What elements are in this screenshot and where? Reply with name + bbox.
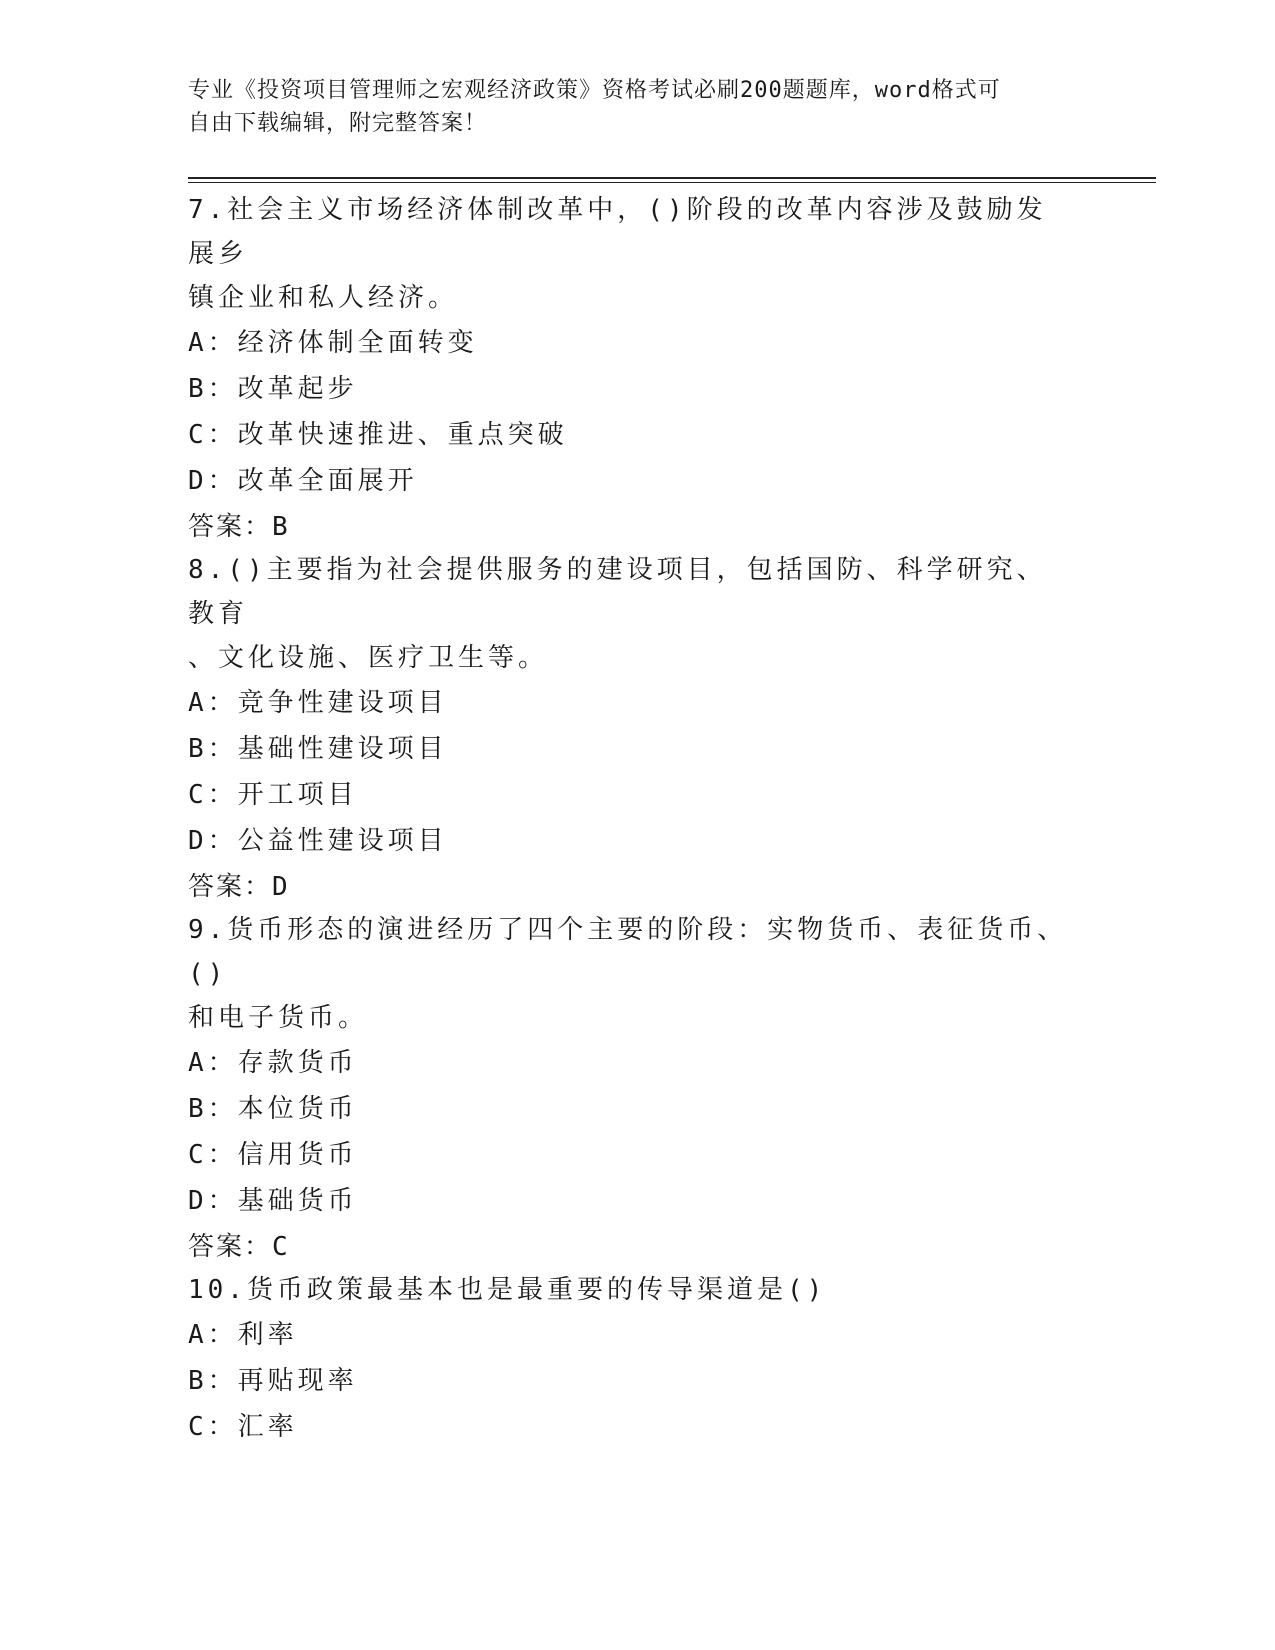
question-stem-line: 和电子货币。 bbox=[188, 1003, 369, 1033]
option-d: D：基础货币 bbox=[188, 1186, 358, 1216]
question-stem-line: 镇企业和私人经济。 bbox=[188, 283, 459, 313]
option-b: B：再贴现率 bbox=[188, 1366, 358, 1396]
option-a: A：经济体制全面转变 bbox=[188, 328, 478, 358]
option-c: C：汇率 bbox=[188, 1412, 298, 1442]
option-d: D：公益性建设项目 bbox=[188, 826, 448, 856]
option-c: C：信用货币 bbox=[188, 1140, 358, 1170]
question-stem-line: 8.()主要指为社会提供服务的建设项目，包括国防、科学研究、教育 bbox=[188, 555, 1047, 629]
question-stem-line: 9.货币形态的演进经历了四个主要的阶段：实物货币、表征货币、() bbox=[188, 915, 1068, 989]
question-8 bbox=[188, 548, 1068, 910]
header-line-1: 专业《投资项目管理师之宏观经济政策》资格考试必刷200题题库，word格式可 bbox=[188, 78, 1001, 103]
question-10 bbox=[188, 1268, 1068, 1450]
option-a: A：存款货币 bbox=[188, 1048, 358, 1078]
question-stem-line: 、文化设施、医疗卫生等。 bbox=[188, 643, 549, 673]
answer: 答案：B bbox=[188, 512, 290, 542]
option-d: D：改革全面展开 bbox=[188, 466, 418, 496]
question-stem-line: 7.社会主义市场经济体制改革中，()阶段的改革内容涉及鼓励发展乡 bbox=[188, 195, 1047, 269]
option-c: C：开工项目 bbox=[188, 780, 358, 810]
answer: 答案：D bbox=[188, 872, 290, 902]
header-line-2: 自由下载编辑，附完整答案！ bbox=[188, 111, 488, 136]
option-a: A：利率 bbox=[188, 1320, 298, 1350]
option-a: A：竞争性建设项目 bbox=[188, 688, 448, 718]
question-7 bbox=[188, 188, 1068, 550]
option-c: C：改革快速推进、重点突破 bbox=[188, 420, 568, 450]
document-header bbox=[188, 74, 1068, 140]
option-b: B：本位货币 bbox=[188, 1094, 358, 1124]
question-9 bbox=[188, 908, 1068, 1270]
option-b: B：基础性建设项目 bbox=[188, 734, 448, 764]
question-stem-line: 10.货币政策最基本也是最重要的传导渠道是() bbox=[188, 1275, 827, 1305]
header-divider-thick bbox=[188, 177, 1156, 179]
option-b: B：改革起步 bbox=[188, 374, 358, 404]
header-divider-thin bbox=[188, 182, 1156, 183]
answer: 答案：C bbox=[188, 1232, 290, 1262]
